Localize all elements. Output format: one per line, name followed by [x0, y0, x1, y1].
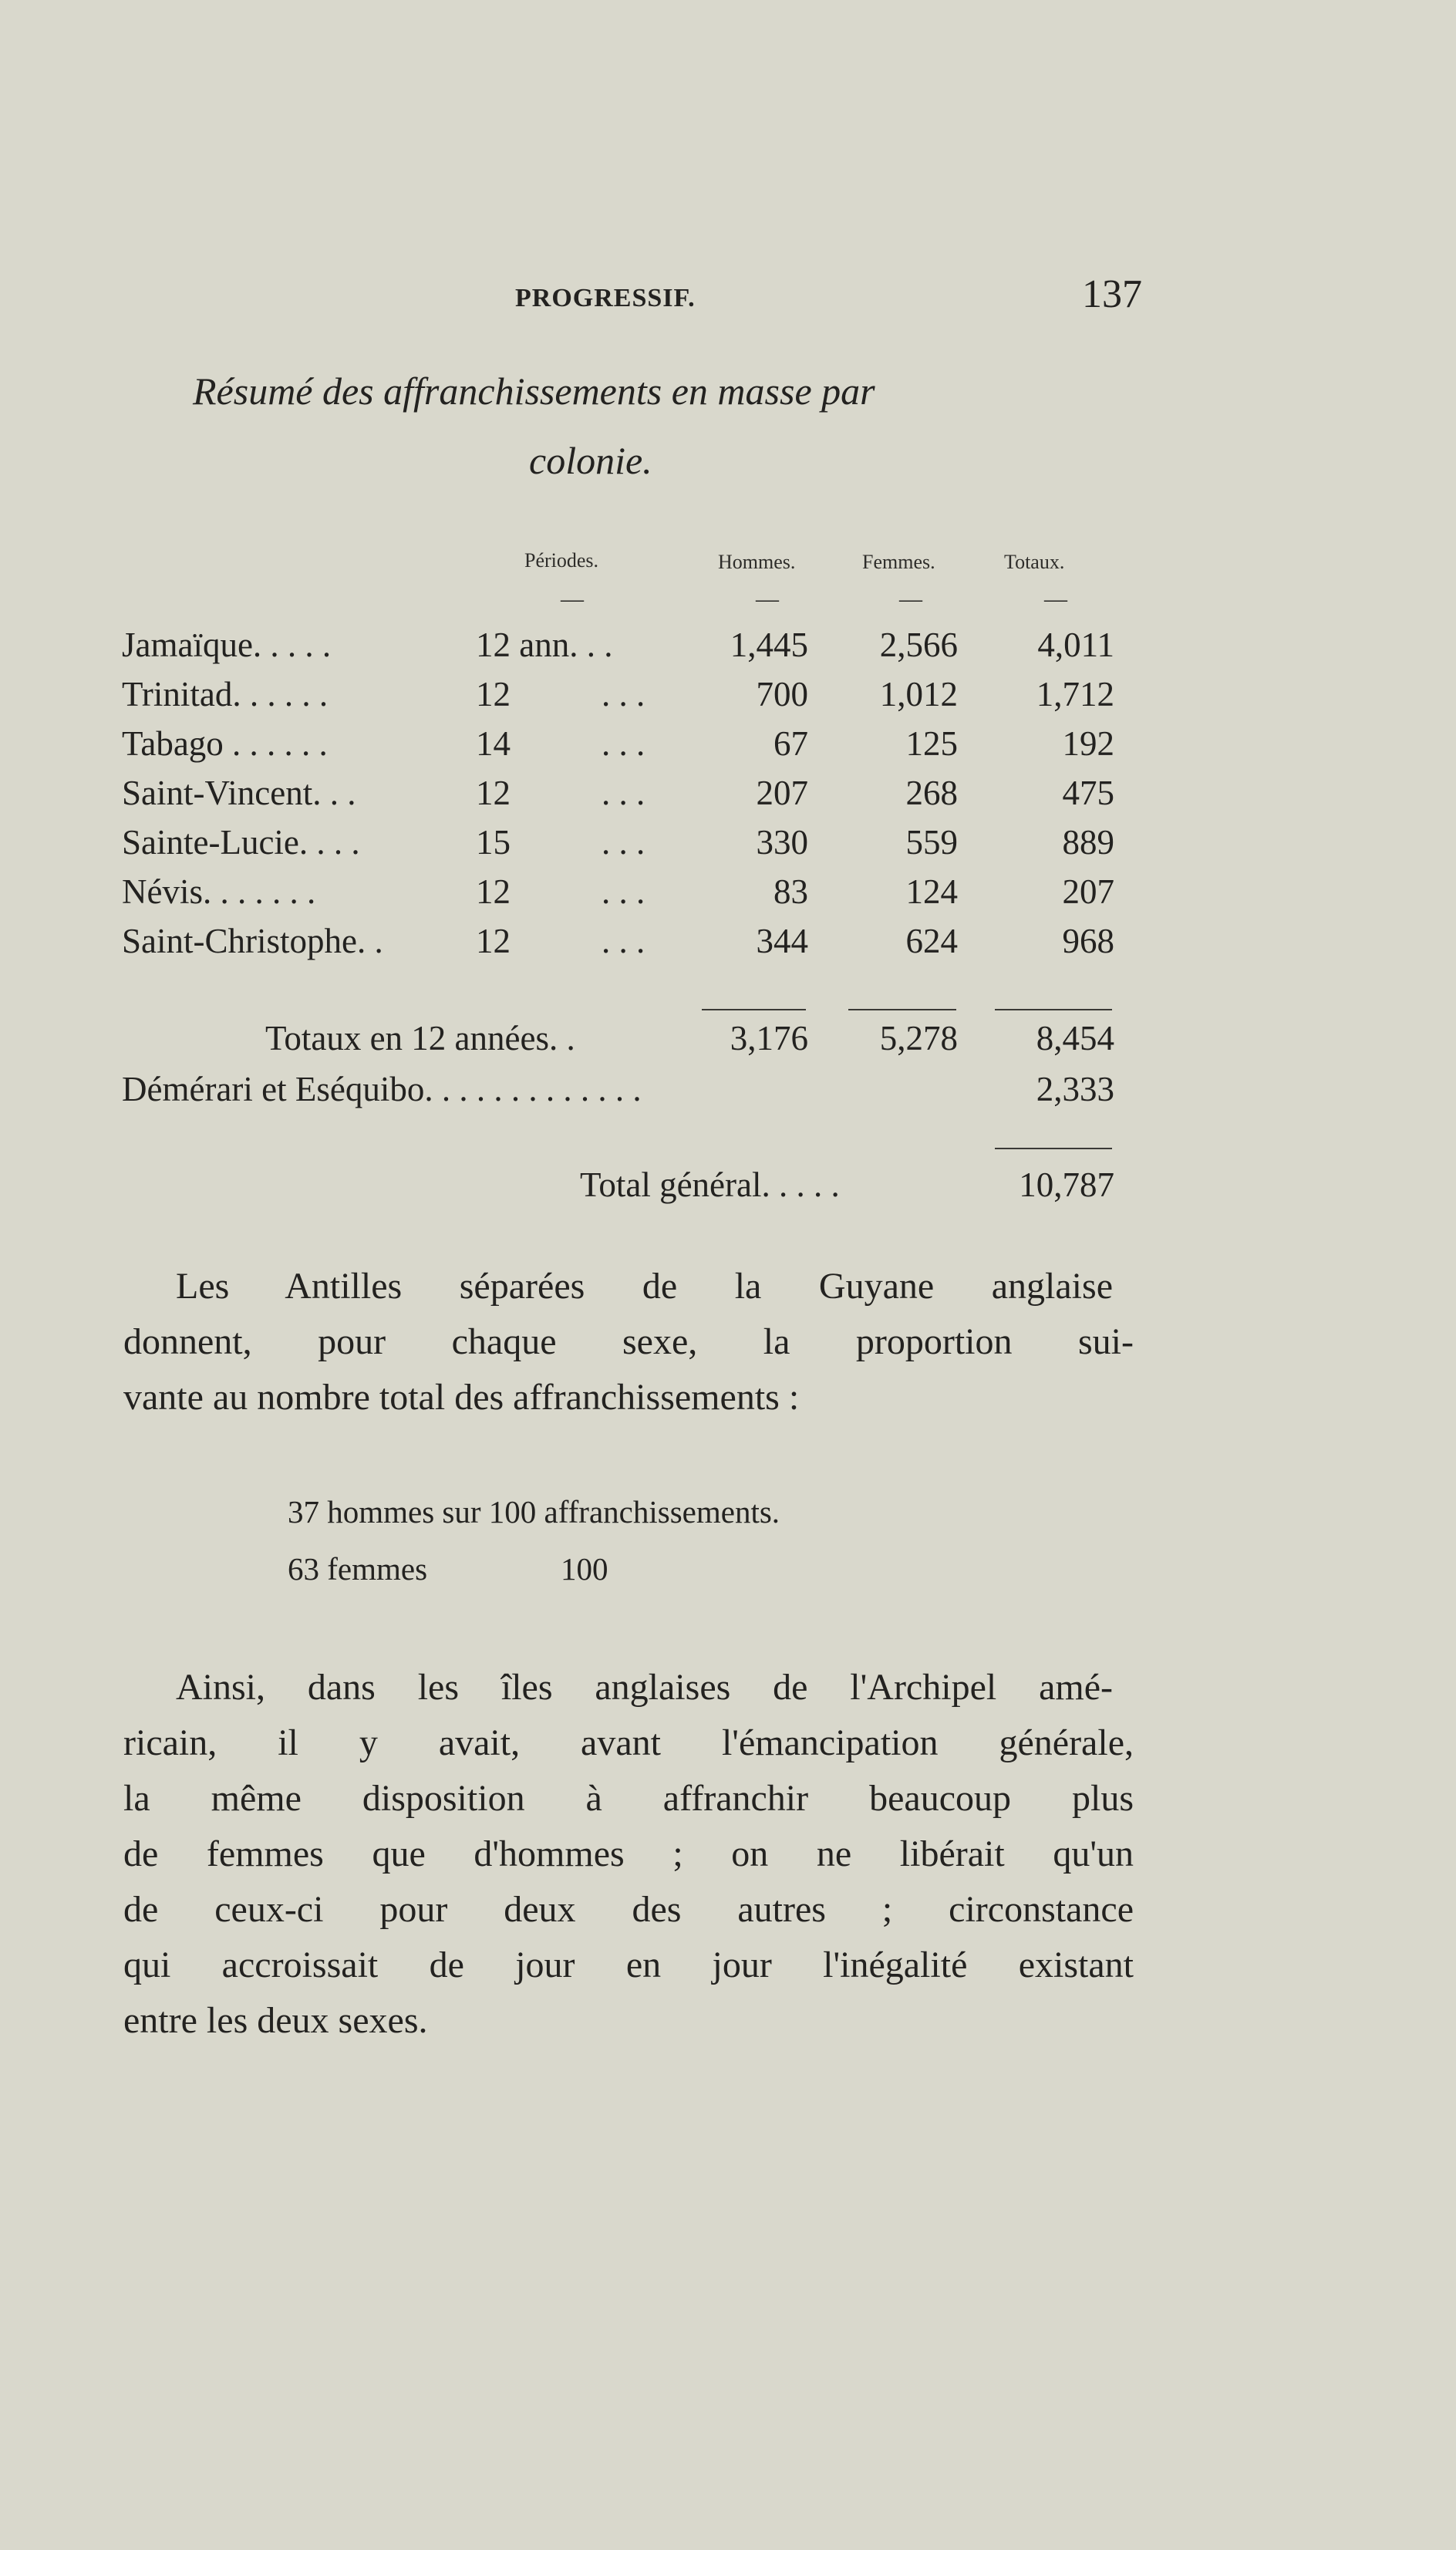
totaux-value: 968: [1062, 922, 1114, 960]
paragraph-line: donnent, pour chaque sexe, la proportion sui-: [123, 1321, 1134, 1362]
paragraph-line: vante au nombre total des affranchissements :: [123, 1377, 800, 1418]
ratio-femmes-value: 100: [561, 1551, 608, 1587]
femmes-value: 559: [905, 823, 958, 862]
paragraph-line: de ceux-ci pour deux des autres ; circonstance: [123, 1889, 1134, 1930]
totals-hommes: 3,176: [730, 1019, 808, 1057]
column-dash-hommes: —: [756, 586, 779, 612]
totals-totaux: 8,454: [1036, 1019, 1114, 1057]
column-header-hommes: Hommes.: [718, 551, 796, 573]
period-value: 15: [476, 823, 511, 862]
column-header-femmes: Femmes.: [862, 551, 935, 573]
period-value: 12: [476, 675, 511, 713]
page-number: 137: [1082, 272, 1142, 316]
sum-rule-hommes: [702, 1009, 806, 1010]
period-value: 12 ann. . .: [476, 626, 613, 664]
hommes-value: 83: [774, 872, 808, 911]
hommes-value: 344: [756, 922, 808, 960]
paragraph-line: de femmes que d'hommes ; on ne libérait qu'un: [123, 1833, 1134, 1874]
femmes-value: 624: [905, 922, 958, 960]
grand-total-value: 10,787: [1019, 1165, 1114, 1204]
totals-label: Totaux en 12 années. .: [265, 1019, 575, 1057]
paragraph-line: Les Antilles séparées de la Guyane anglaise: [176, 1266, 1113, 1307]
period-dots: . . .: [602, 675, 645, 713]
totals-femmes: 5,278: [879, 1019, 958, 1057]
femmes-value: 125: [905, 724, 958, 763]
demerari-totaux: 2,333: [1036, 1070, 1114, 1108]
ratio-femmes-label: 63 femmes: [288, 1551, 428, 1587]
femmes-value: 2,566: [879, 626, 958, 664]
paragraph-line: ricain, il y avait, avant l'émancipation générale,: [123, 1722, 1134, 1763]
summary-title-line-2: colonie.: [529, 439, 652, 482]
colony-name: Sainte-Lucie. . . .: [122, 823, 360, 862]
period-dots: . . .: [602, 872, 645, 911]
femmes-value: 124: [905, 872, 958, 911]
totaux-value: 4,011: [1037, 626, 1114, 664]
totaux-value: 192: [1062, 724, 1114, 763]
period-value: 12: [476, 922, 511, 960]
colony-name: Jamaïque. . . . .: [122, 626, 332, 664]
hommes-value: 67: [774, 724, 808, 763]
period-dots: . . .: [602, 774, 645, 812]
column-header-periodes: Périodes.: [524, 549, 599, 572]
colony-name: Saint-Christophe. .: [122, 922, 383, 960]
running-head: PROGRESSIF.: [515, 284, 696, 312]
paragraph-line: la même disposition à affranchir beaucoup plus: [123, 1778, 1134, 1819]
ratio-hommes: 37 hommes sur 100 affranchissements.: [288, 1494, 780, 1530]
colony-name: Névis. . . . . . .: [122, 872, 316, 911]
column-dash-totaux: —: [1044, 586, 1067, 612]
period-value: 14: [476, 724, 511, 763]
summary-title-line-1: Résumé des affranchissements en masse par: [193, 369, 875, 413]
period-value: 12: [476, 872, 511, 911]
hommes-value: 207: [756, 774, 808, 812]
paragraph-line: qui accroissait de jour en jour l'inégalité existant: [123, 1945, 1134, 1985]
femmes-value: 1,012: [879, 675, 958, 713]
column-dash-periodes: —: [561, 586, 584, 612]
paragraph-line: Ainsi, dans les îles anglaises de l'Archipel amé-: [176, 1667, 1113, 1708]
hommes-value: 330: [756, 823, 808, 862]
period-dots: . . .: [602, 823, 645, 862]
period-value: 12: [476, 774, 511, 812]
demerari-label: Démérari et Eséquibo. . . . . . . . . . . . .: [122, 1070, 642, 1108]
sum-rule-totaux: [995, 1009, 1112, 1010]
column-dash-femmes: —: [899, 586, 922, 612]
totaux-value: 1,712: [1036, 675, 1114, 713]
grand-total-rule: [995, 1148, 1112, 1149]
totaux-value: 889: [1062, 823, 1114, 862]
sum-rule-femmes: [848, 1009, 956, 1010]
period-dots: . . .: [602, 724, 645, 763]
paragraph-line: entre les deux sexes.: [123, 2000, 428, 2041]
column-header-totaux: Totaux.: [1004, 551, 1065, 573]
colony-name: Saint-Vincent. . .: [122, 774, 356, 812]
totaux-value: 475: [1062, 774, 1114, 812]
femmes-value: 268: [905, 774, 958, 812]
period-dots: . . .: [602, 922, 645, 960]
hommes-value: 1,445: [730, 626, 808, 664]
colony-name: Trinitad. . . . . .: [122, 675, 329, 713]
totaux-value: 207: [1062, 872, 1114, 911]
colony-name: Tabago . . . . . .: [122, 724, 328, 763]
grand-total-label: Total général. . . . .: [580, 1165, 840, 1204]
hommes-value: 700: [756, 675, 808, 713]
